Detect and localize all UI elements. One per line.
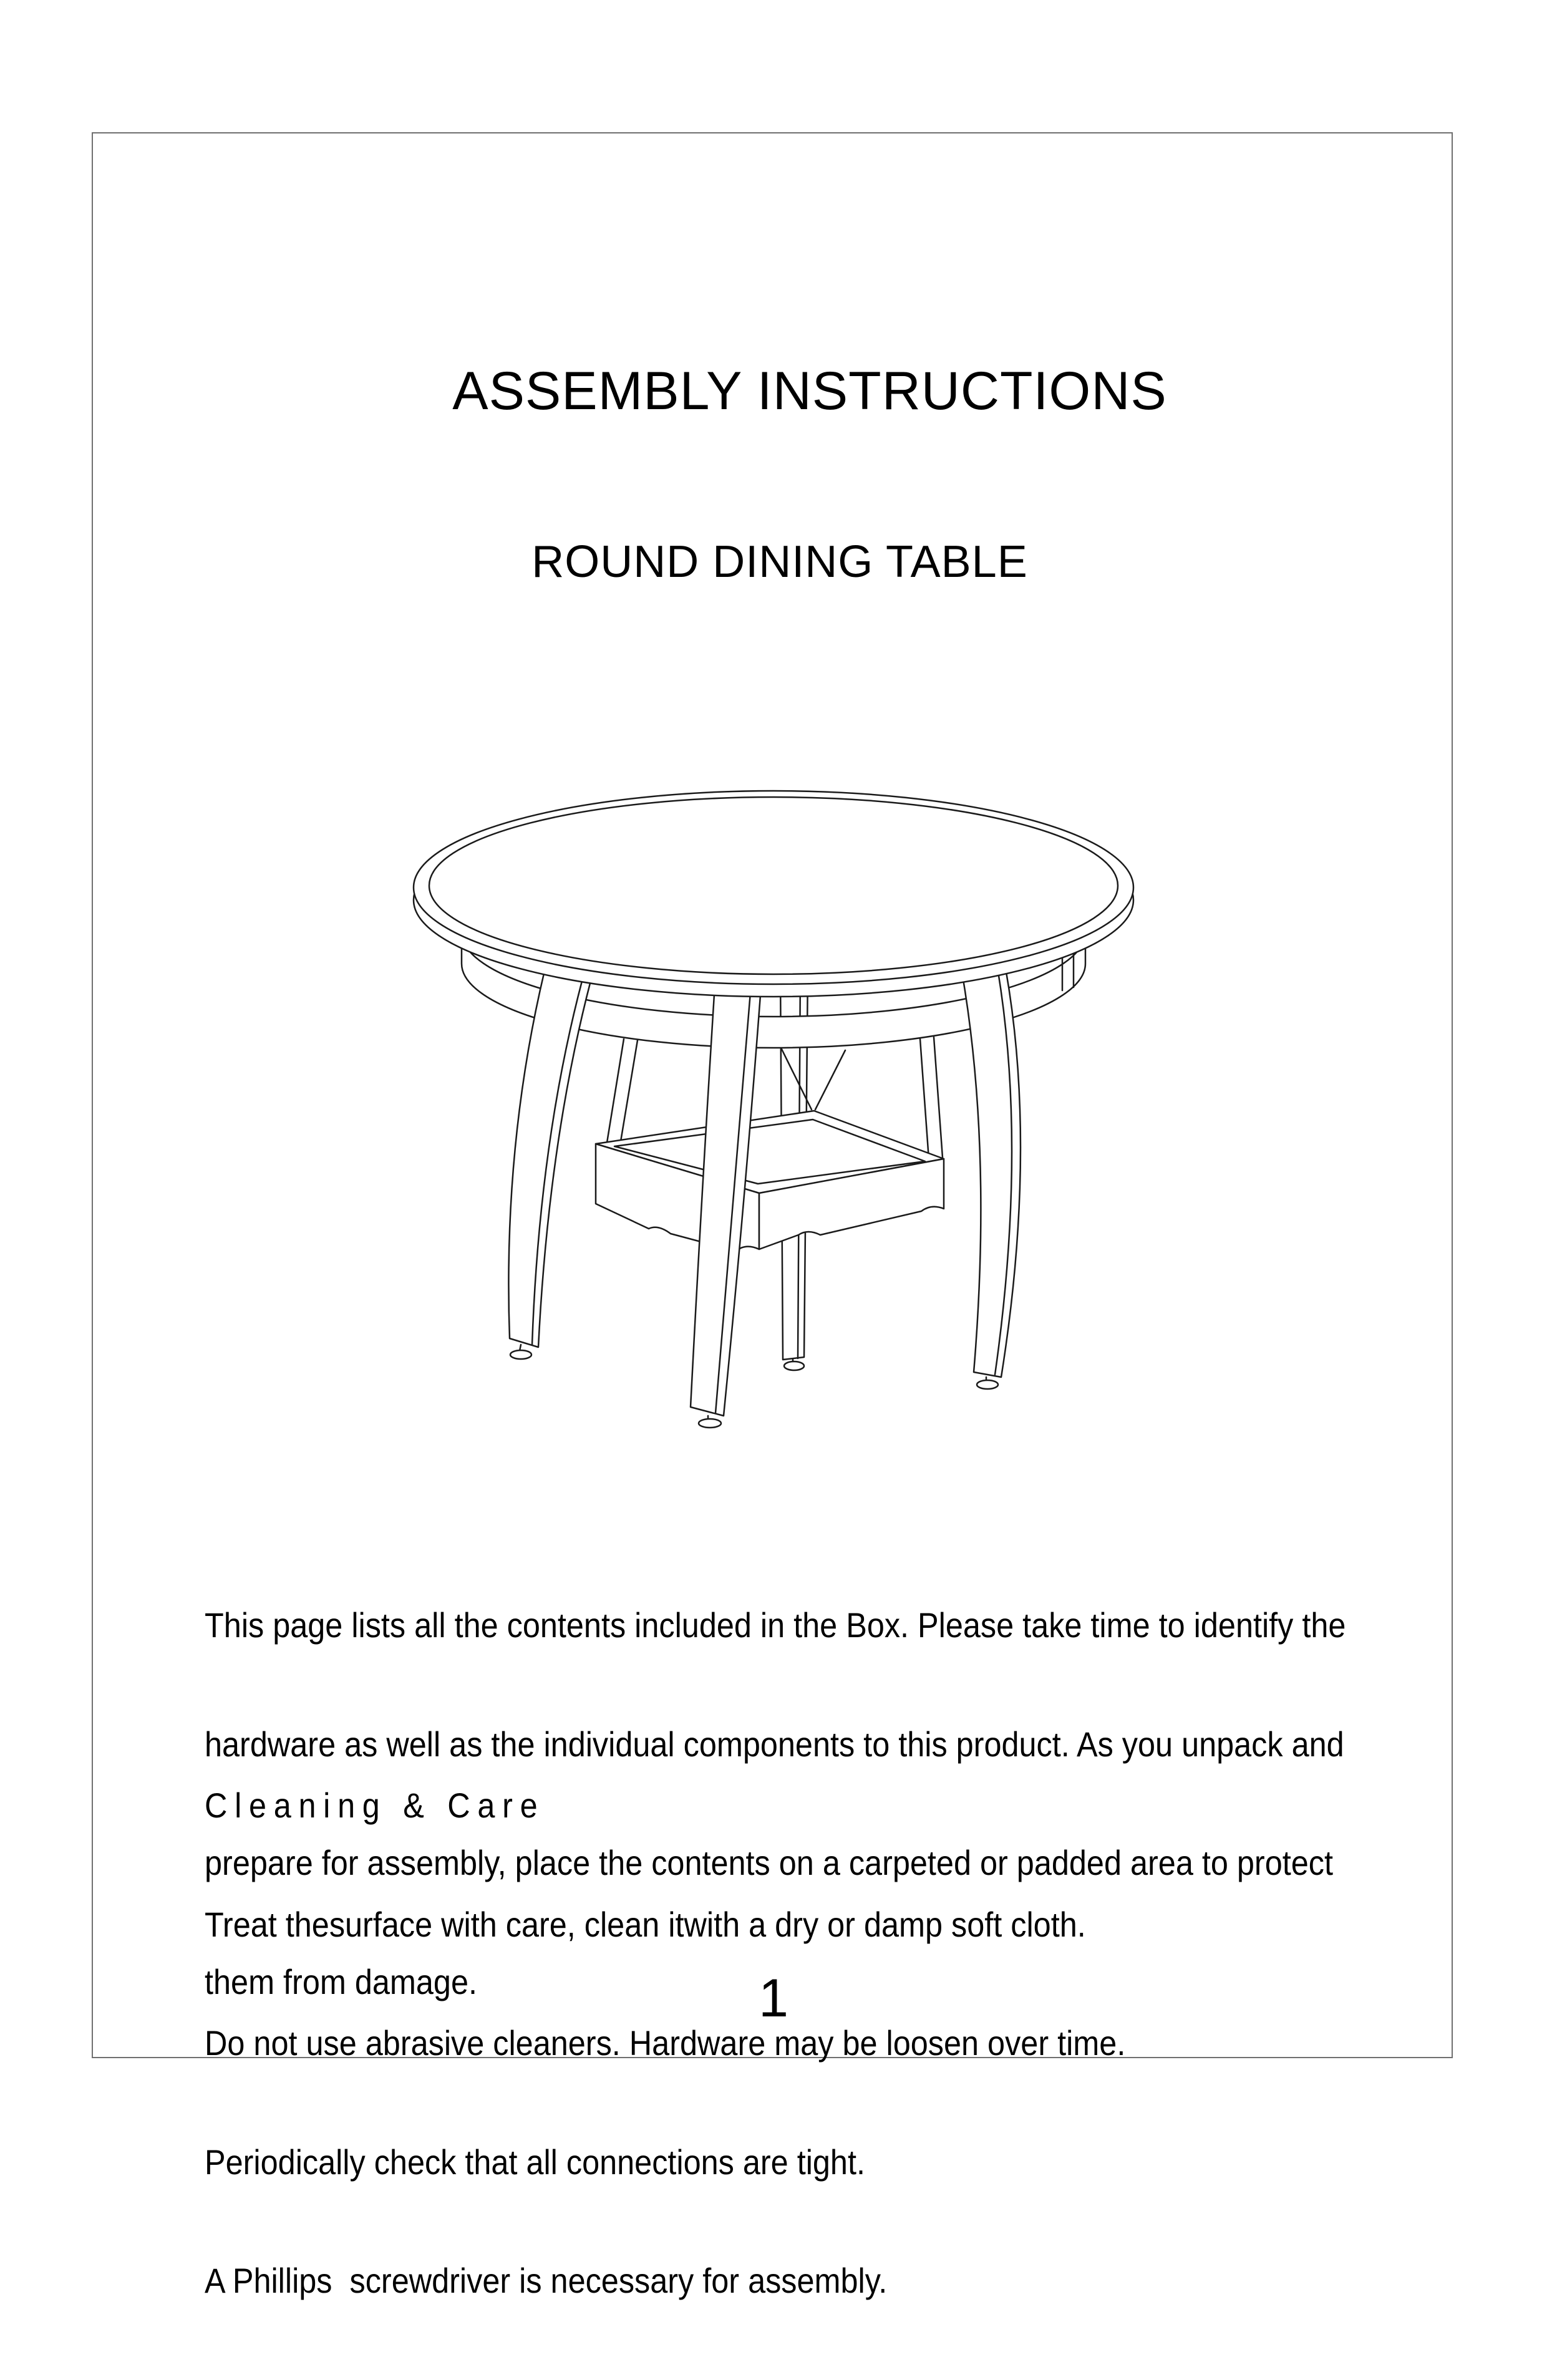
text-line: Periodically check that all connections are tight. — [205, 2142, 865, 2182]
table-lower-shelf — [596, 1111, 944, 1251]
table-top — [414, 791, 1133, 997]
text-line: prepare for assembly, place the contents on a carpeted or padded area to protect — [205, 1843, 1333, 1882]
text-line: Treat thesurface with care, clean itwith a dry or damp soft cloth. — [205, 1904, 1086, 1944]
text-line: Do not use abrasive cleaners. Hardware may be loosen over time. — [205, 2023, 1126, 2063]
product-name: ROUND DINING TABLE — [531, 537, 1028, 587]
cleaning-care-heading: Cleaning & Care — [205, 1786, 545, 1825]
text-line: them from damage. — [205, 1962, 477, 2001]
text-line: This page lists all the contents included in the Box. Please take time to identify the — [205, 1605, 1346, 1645]
round-dining-table-drawing — [409, 785, 1142, 1430]
text-line: A Phillips screwdriver is necessary for assembly. — [205, 2261, 888, 2300]
table-illustration — [409, 785, 1142, 1430]
page-number: 1 — [759, 1968, 788, 2028]
text-line: hardware as well as the individual components to this product. As you unpack and — [205, 1724, 1344, 1764]
page-title: ASSEMBLY INSTRUCTIONS — [452, 361, 1167, 421]
cleaning-care-section — [205, 1706, 1125, 2380]
